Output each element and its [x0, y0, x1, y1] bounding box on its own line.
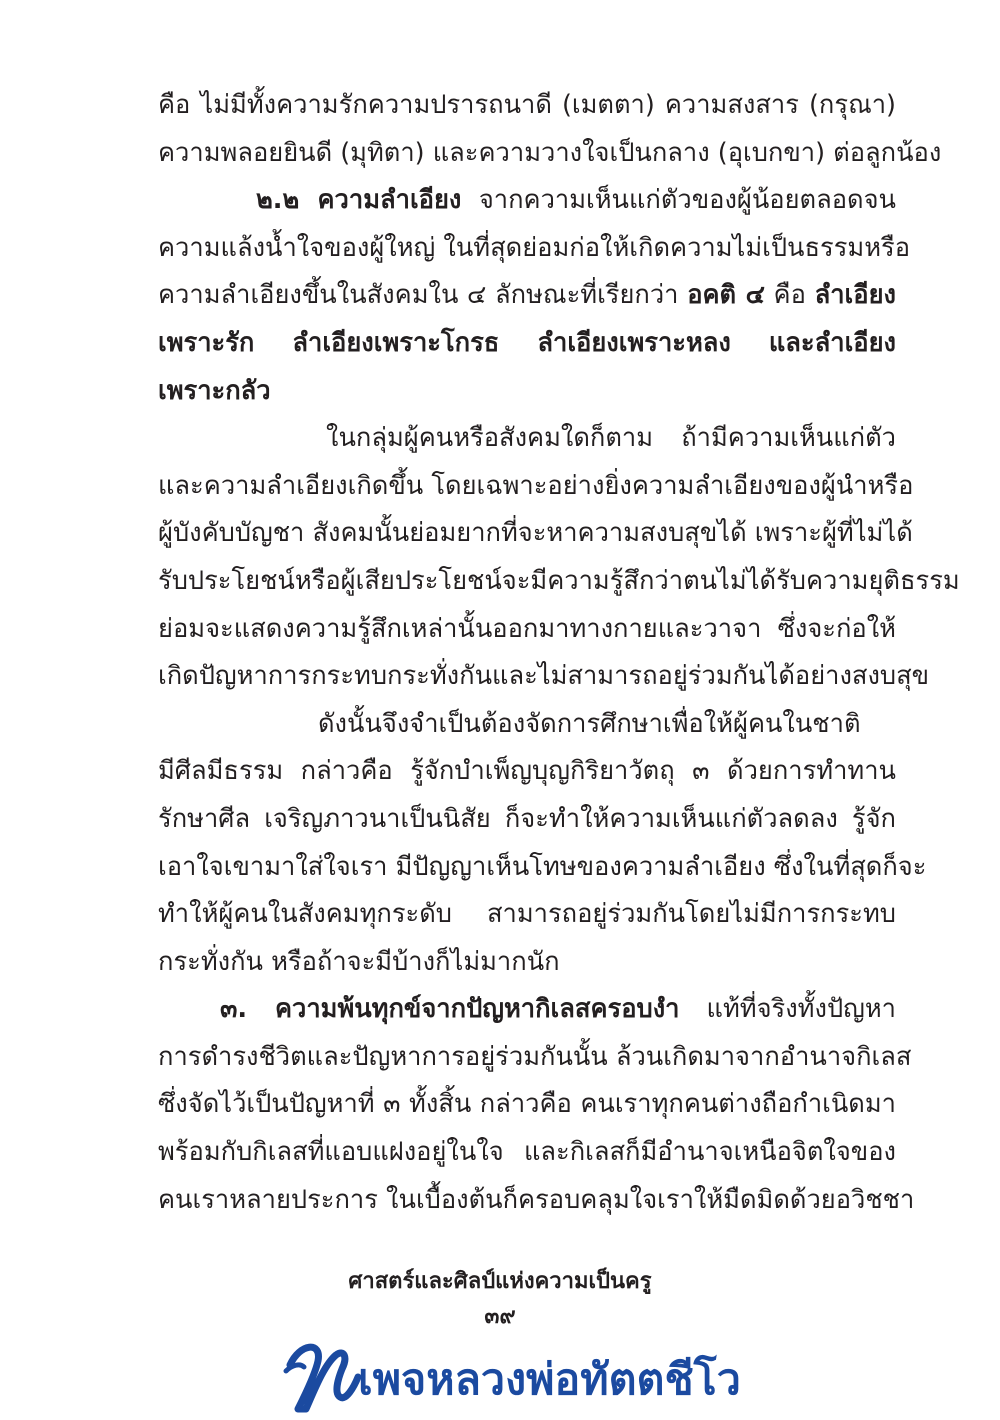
text-line: รับประโยชน์หรือผู้เสียประโยชน์จะมีความรู้สึกว่าตนไม่ได้รับความยุติธรรม: [158, 565, 960, 596]
page-body: [158, 82, 960, 1224]
dhammakaya-script-logo-icon: [282, 1335, 362, 1413]
text-line: การดำรงชีวิตและปัญหาการอยู่ร่วมกันนั้น ล้วนเกิดมาจากอำนาจกิเลส: [158, 1041, 912, 1072]
brand-logo: [282, 1335, 742, 1415]
footer-book-title: ศาสตร์และศิลป์แห่งความเป็นครู: [348, 1269, 652, 1294]
bold-run: เพราะรัก ลำเอียงเพราะโกรธ ลำเอียงเพราะหลง และลำเอียง: [158, 327, 896, 358]
text-line: กระทั่งกัน หรือถ้าจะมีบ้างก็ไม่มากนัก: [158, 946, 560, 977]
text-line: ดังนั้นจึงจำเป็นต้องจัดการศึกษาเพื่อให้ผู้คนในชาติ: [318, 708, 861, 739]
text-line-bold: [158, 320, 896, 368]
text-line: ความแล้งน้ำใจของผู้ใหญ่ ในที่สุดย่อมก่อให้เกิดความไม่เป็นธรรมหรือ: [158, 232, 911, 263]
text-line: คนเราหลายประการ ในเบื้องต้นก็ครอบคลุมใจเราให้มืดมิดด้วยอวิชชา: [158, 1184, 915, 1215]
text-line: ในกลุ่มผู้คนหรือสังคมใดก็ตาม ถ้ามีความเห็นแก่ตัว: [326, 423, 896, 454]
text-line: [158, 177, 896, 225]
text-run: ความลำเอียงขึ้นในสังคมใน ๔ ลักษณะที่เรียกว่า: [158, 280, 688, 311]
text-line: รักษาศีล เจริญภาวนาเป็นนิสัย ก็จะทำให้ความเห็นแก่ตัวลดลง รู้จัก: [158, 803, 896, 834]
text-line: เอาใจเขามาใส่ใจเรา มีปัญญาเห็นโทษของความลำเอียง ซึ่งในที่สุดก็จะ: [158, 851, 927, 882]
text-run: คือ: [764, 280, 815, 311]
bold-term: ลำเอียง: [814, 280, 896, 311]
text-line: ซึ่งจัดไว้เป็นปัญหาที่ ๓ ทั้งสิ้น กล่าวคือ คนเราทุกคนต่างถือกำเนิดมา: [158, 1089, 896, 1120]
section-heading-2-2: ๒.๒ ความลำเอียง: [256, 185, 462, 216]
bold-term-agati: อคติ ๔: [687, 280, 765, 311]
page-number: ๓๙: [484, 1304, 516, 1329]
text-line: ทำให้ผู้คนในสังคมทุกระดับ สามารถอยู่ร่วมกันโดยไม่มีการกระทบ: [158, 899, 896, 930]
brand-text: เพจหลวงพ่อทัตตชีโว: [358, 1355, 741, 1405]
text-line: พร้อมกับกิเลสที่แอบแฝงอยู่ในใจ และกิเลสก็มีอำนาจเหนือจิตใจของ: [158, 1137, 896, 1168]
text-line: [158, 986, 896, 1034]
text-line: ย่อมจะแสดงความรู้สึกเหล่านั้นออกมาทางกายและวาจา ซึ่งจะก่อให้: [158, 613, 896, 644]
text-line: เกิดปัญหาการกระทบกระทั่งกันและไม่สามารถอยู่ร่วมกันได้อย่างสงบสุข: [158, 661, 930, 692]
text-run: จากความเห็นแก่ตัวของผู้น้อยตลอดจน: [461, 185, 896, 216]
text-line: มีศีลมีธรรม กล่าวคือ รู้จักบำเพ็ญบุญกิริยาวัตถุ ๓ ด้วยการทำทาน: [158, 756, 896, 787]
text-line: [158, 272, 896, 320]
text-line-bold: [158, 368, 896, 416]
text-line: ผู้บังคับบัญชา สังคมนั้นย่อมยากที่จะหาความสงบสุขได้ เพราะผู้ที่ไม่ได้: [158, 518, 913, 549]
text-line: และความลำเอียงเกิดขึ้น โดยเฉพาะอย่างยิ่งความลำเอียงของผู้นำหรือ: [158, 470, 914, 501]
bold-run: เพราะกลัว: [158, 375, 271, 406]
text-line: ความพลอยยินดี (มุทิตา) และความวางใจเป็นกลาง (อุเบกขา) ต่อลูกน้อง: [158, 137, 942, 168]
section-heading-3: ๓. ความพ้นทุกข์จากปัญหากิเลสครอบงำ: [220, 994, 680, 1025]
text-line: คือ ไม่มีทั้งความรักความปรารถนาดี (เมตตา) ความสงสาร (กรุณา): [158, 90, 896, 120]
text-run: แท้ที่จริงทั้งปัญหา: [679, 994, 896, 1025]
